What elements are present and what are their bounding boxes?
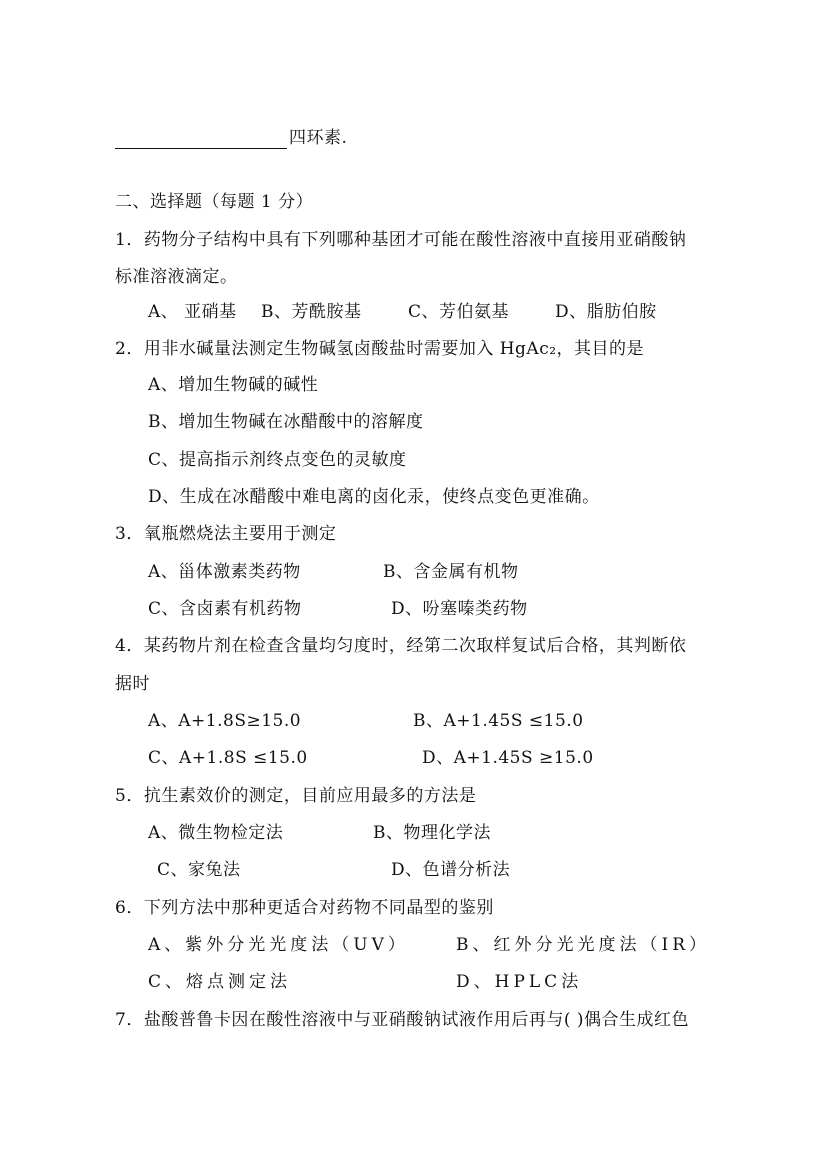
question-4-option-b: B、A+1.45S ≤15.0 <box>413 711 584 731</box>
question-2-text: 2．用非水碱量法测定生物碱氢卤酸盐时需要加入 HgAc₂，其目的是 <box>115 339 645 359</box>
question-1-text-cont: 标准溶液滴定。 <box>115 267 238 287</box>
question-1-option-c: C、芳伯氨基 <box>408 302 510 322</box>
question-6-text: 6．下列方法中那种更适合对药物不同晶型的鉴别 <box>115 898 494 918</box>
question-7-text: 7．盐酸普鲁卡因在酸性溶液中与亚硝酸钠试液作用后再与( )偶合生成红色 <box>115 1010 689 1030</box>
fragment-text: 四环素. <box>289 128 348 148</box>
fill-in-fragment <box>115 127 347 149</box>
section-title: 二、选择题（每题 1 分） <box>115 192 314 212</box>
question-6-option-a: A、紫外分光光度法（UV） <box>148 935 409 955</box>
question-1-option-d: D、脂肪伯胺 <box>555 302 657 322</box>
question-5-option-a: A、微生物检定法 <box>148 823 284 843</box>
question-5-option-b: B、物理化学法 <box>373 823 491 843</box>
question-5-text: 5．抗生素效价的测定，目前应用最多的方法是 <box>115 786 477 806</box>
question-2-option-c: C、提高指示剂终点变色的灵敏度 <box>148 450 407 470</box>
question-3-option-b: B、含金属有机物 <box>383 562 519 582</box>
question-1-text: 1．药物分子结构中具有下列哪种基团才可能在酸性溶液中直接用亚硝酸钠 <box>115 230 687 250</box>
question-4-option-d: D、A+1.45S ≥15.0 <box>422 748 594 768</box>
question-3-option-d: D、吩塞嗪类药物 <box>391 599 528 619</box>
question-3-option-a: A、甾体激素类药物 <box>148 562 301 582</box>
question-4-option-c: C、A+1.8S ≤15.0 <box>148 748 308 768</box>
question-4-text-cont: 据时 <box>115 674 150 694</box>
question-3-option-c: C、含卤素有机药物 <box>148 599 302 619</box>
question-6-option-d: D、HPLC法 <box>456 972 583 992</box>
question-4-text: 4．某药物片剂在检查含量均匀度时，经第二次取样复试后合格，其判断依 <box>115 636 687 656</box>
question-5-option-d: D、色谱分析法 <box>391 860 511 880</box>
question-3-text: 3．氧瓶燃烧法主要用于测定 <box>115 524 337 544</box>
question-1-option-b: B、芳酰胺基 <box>261 302 362 322</box>
question-6-option-b: B、红外分光光度法（IR） <box>456 935 711 955</box>
question-4-option-a: A、A+1.8S≥15.0 <box>148 711 302 731</box>
answer-blank <box>115 130 287 149</box>
question-6-option-c: C、熔点测定法 <box>148 972 292 992</box>
question-2-option-a: A、增加生物碱的碱性 <box>148 375 319 395</box>
question-1-option-a: A、 亚硝基 <box>148 302 237 322</box>
question-5-option-c: C、家兔法 <box>157 860 241 880</box>
question-2-option-d: D、生成在冰醋酸中难电离的卤化汞，使终点变色更准确。 <box>148 487 600 507</box>
question-2-option-b: B、增加生物碱在冰醋酸中的溶解度 <box>148 412 424 432</box>
